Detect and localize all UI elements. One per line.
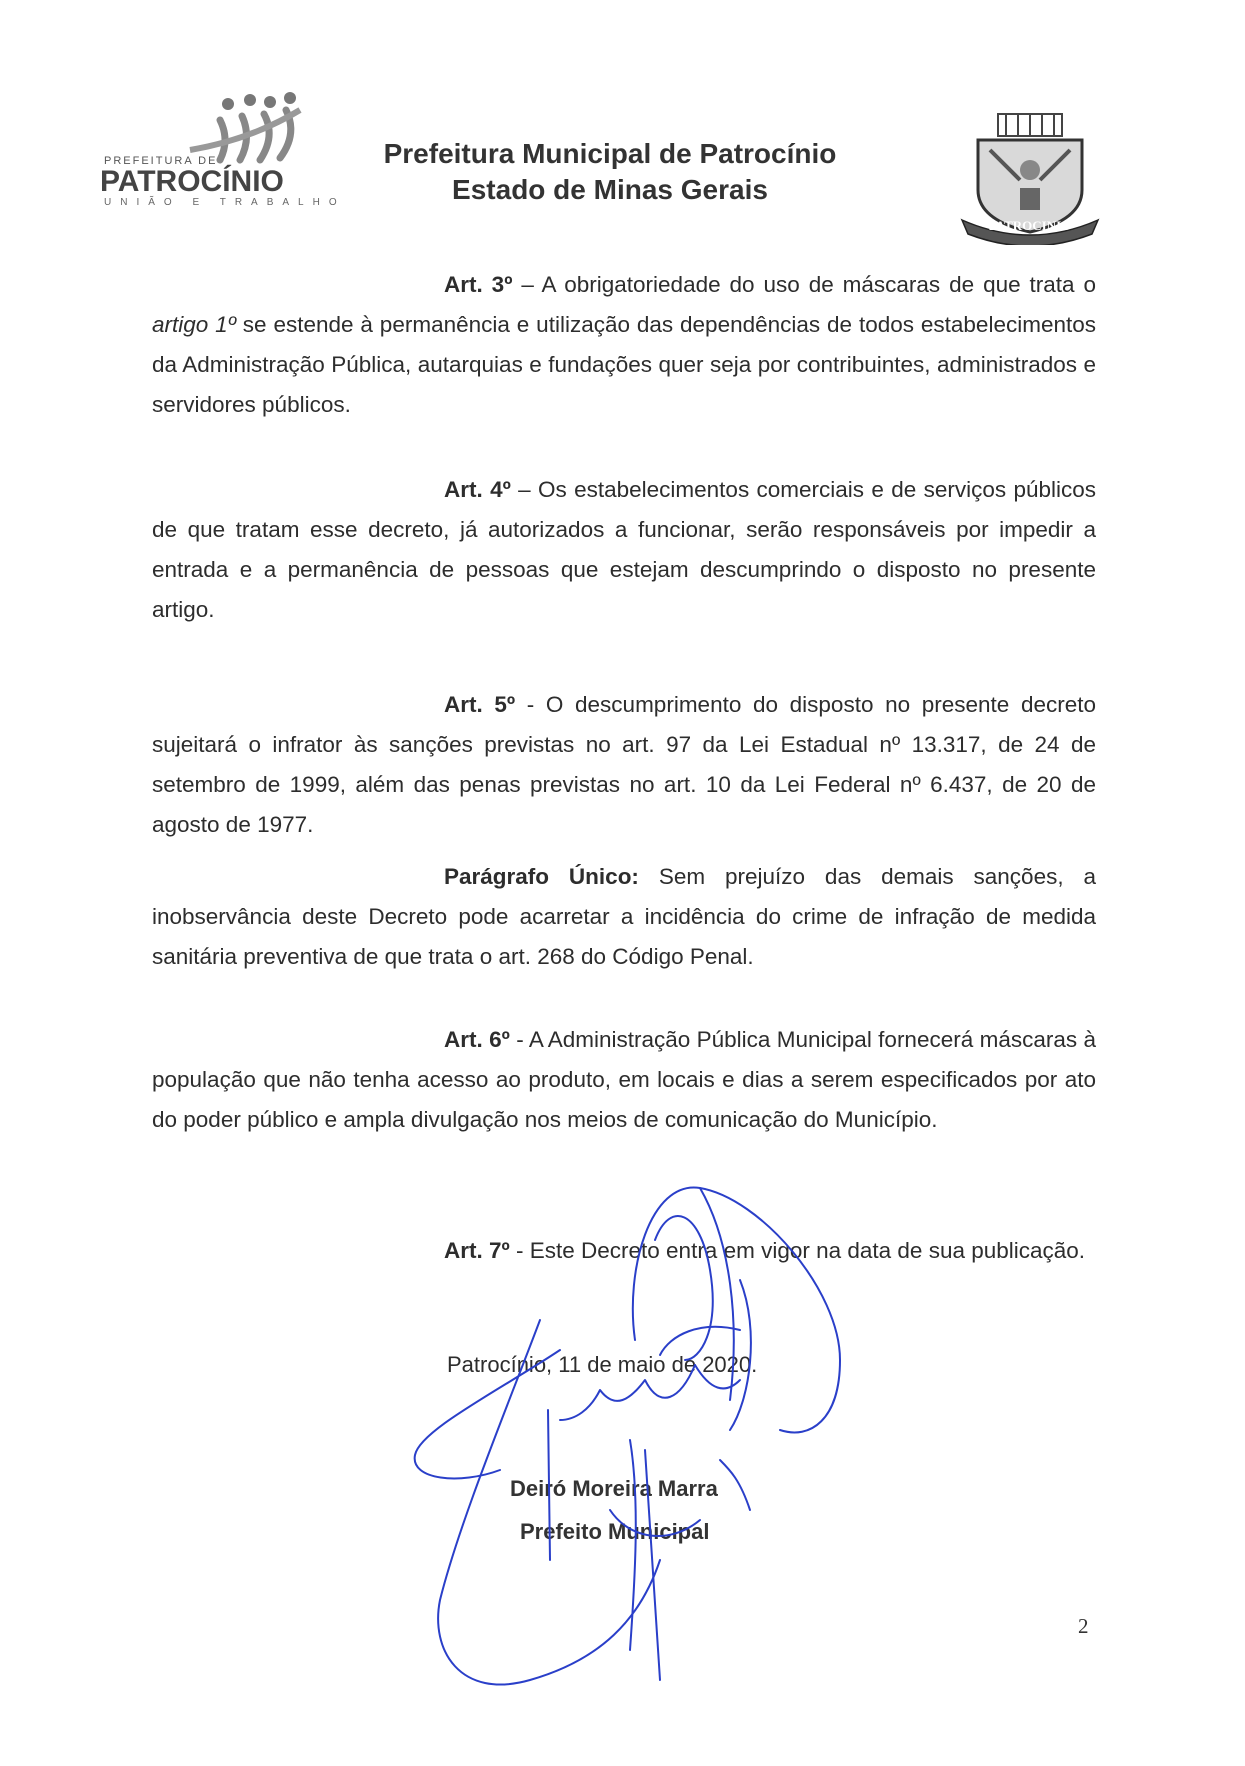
- header-title-line1: Prefeitura Municipal de Patrocínio: [383, 138, 837, 169]
- article-4-label: Art. 4º: [444, 477, 511, 502]
- place-and-date: Patrocínio, 11 de maio de 2020.: [447, 1352, 758, 1377]
- coat-ribbon-text: PATROCINIO: [988, 218, 1072, 233]
- article-7-label: Art. 7º: [444, 1238, 510, 1263]
- article-3-label: Art. 3º: [444, 272, 513, 297]
- logo-motto: UNIÃO E TRABALHO: [104, 197, 346, 208]
- article-5-text: - O descumprimento do disposto no presente decreto sujeitará o infrator às sanções previstas no art. 97 da Lei Estadual nº 13.317, de 24 de setembro de 1999, além das penas previstas no art. 10 da Lei Federal nº 6.437, de 20 de agosto de 1977.: [152, 692, 1097, 837]
- header-title-line2: Estado de Minas Gerais: [452, 174, 768, 205]
- article-3: [152, 265, 1096, 425]
- article-5-label: Art. 5º: [444, 692, 516, 717]
- article-3-text-b: se estende à permanência e utilização das dependências de todos estabelecimentos da Administração Pública, autarquias e fundações quer seja por contribuintes, administrados e servidores públicos.: [152, 312, 1096, 417]
- article-6: [152, 1020, 1096, 1140]
- logo-name: PATROCÍNIO: [100, 165, 284, 198]
- article-7: [152, 1226, 1096, 1276]
- article-7-text: - Este Decreto entra em vigor na data de sua publicação.: [509, 1238, 1086, 1263]
- coat-of-arms-icon: [950, 110, 1110, 245]
- header-title: [340, 136, 880, 208]
- paragrafo-unico-text: Sem prejuízo das demais sanções, a inobservância deste Decreto pode acarretar a incidência do crime de infração de medida sanitária preventiva de que trata o art. 268 do Código Penal.: [152, 864, 1096, 969]
- signatory-role: Prefeito Municipal: [520, 1519, 710, 1544]
- article-3-text-a: – A obrigatoriedade do uso de máscaras de que trata o: [512, 272, 1096, 297]
- paragrafo-unico-label: Parágrafo Único:: [444, 864, 639, 889]
- logo-prefix: PREFEITURA DE: [104, 155, 218, 167]
- article-6-text: - A Administração Pública Municipal fornecerá máscaras à população que não tenha acesso ao produto, em locais e dias a serem especificados por ato do poder público e ampla divulgação nos meios de comunicação do Município.: [152, 1027, 1096, 1132]
- article-4: [152, 470, 1096, 630]
- paragrafo-unico: [152, 857, 1096, 977]
- article-5: [152, 685, 1096, 845]
- signatory-name: Deiró Moreira Marra: [510, 1476, 718, 1501]
- article-3-italic-ref: artigo 1º: [152, 312, 236, 337]
- article-6-label: Art. 6º: [444, 1027, 510, 1052]
- page-number: 2: [1078, 1614, 1089, 1638]
- article-4-text: – Os estabelecimentos comerciais e de serviços públicos de que tratam esse decreto, já autorizados a funcionar, serão responsáveis por impedir a entrada e a permanência de pessoas que estejam descumprindo o disposto no presente artigo.: [152, 477, 1097, 622]
